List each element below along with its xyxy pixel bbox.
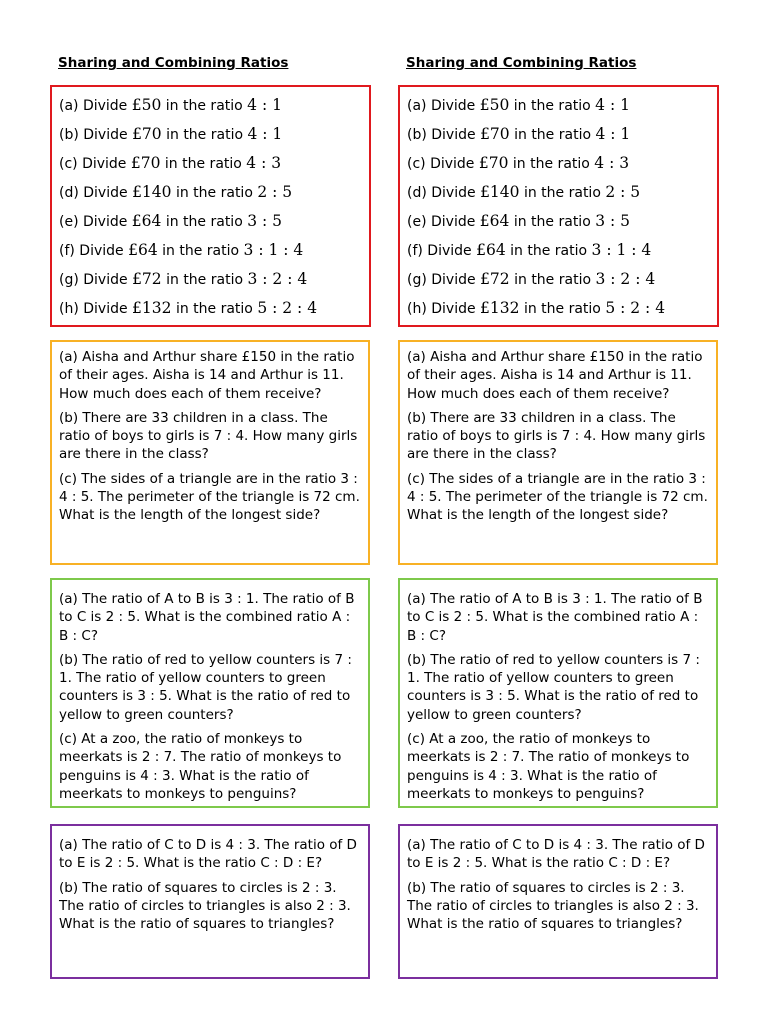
combining-problems-box bbox=[398, 578, 718, 808]
combined-question: (a) The ratio of C to D is 4 : 3. The ratio of D to E is 2 : 5. What is the ratio C : D : E? bbox=[407, 837, 705, 872]
sharing-problems-box bbox=[398, 340, 718, 565]
combining-question: (b) The ratio of red to yellow counters is 7 : 1. The ratio of yellow counters to green counters is 3 : 5. What is the ratio of red to yellow to green counters? bbox=[407, 651, 700, 723]
divide-ratio-box bbox=[50, 85, 371, 327]
sharing-question: (c) The sides of a triangle are in the ratio 3 : 4 : 5. The perimeter of the triangle is 72 cm. What is the length of the longest side? bbox=[59, 470, 360, 524]
combined-question: (b) The ratio of squares to circles is 2 : 3. The ratio of circles to triangles is also 2 : 3. What is the ratio of squares to triangles? bbox=[59, 879, 351, 933]
divide-ratio-box bbox=[398, 85, 719, 327]
sharing-question: (b) There are 33 children in a class. The ratio of boys to girls is 7 : 4. How many girls are there in the class? bbox=[407, 409, 706, 463]
combining-question: (a) The ratio of A to B is 3 : 1. The ratio of B to C is 2 : 5. What is the combined ratio A : B : C? bbox=[407, 591, 703, 644]
worksheet-title: Sharing and Combining Ratios bbox=[406, 55, 637, 71]
sharing-question: (a) Aisha and Arthur share £150 in the ratio of their ages. Aisha is 14 and Arthur is 11. How much does each of them receive? bbox=[407, 349, 703, 402]
combining-question: (b) The ratio of red to yellow counters is 7 : 1. The ratio of yellow counters to green counters is 3 : 5. What is the ratio of red to yellow to green counters? bbox=[59, 651, 352, 723]
ratio-question: (b) Divide £70 in the ratio 4 : 1 bbox=[59, 125, 283, 143]
ratio-question: (c) Divide £70 in the ratio 4 : 3 bbox=[407, 154, 630, 172]
ratio-question: (f) Divide £64 in the ratio 3 : 1 : 4 bbox=[407, 241, 652, 259]
ratio-question: (e) Divide £64 in the ratio 3 : 5 bbox=[59, 212, 283, 230]
combining-problems-box bbox=[50, 578, 370, 808]
ratio-question: (h) Divide £132 in the ratio 5 : 2 : 4 bbox=[407, 299, 666, 317]
ratio-question: (a) Divide £50 in the ratio 4 : 1 bbox=[59, 96, 282, 114]
ratio-question: (h) Divide £132 in the ratio 5 : 2 : 4 bbox=[59, 299, 318, 317]
ratio-question: (a) Divide £50 in the ratio 4 : 1 bbox=[407, 96, 630, 114]
ratio-question: (d) Divide £140 in the ratio 2 : 5 bbox=[59, 183, 293, 201]
combined-ratio-box bbox=[50, 824, 370, 979]
ratio-question: (e) Divide £64 in the ratio 3 : 5 bbox=[407, 212, 631, 230]
ratio-question: (b) Divide £70 in the ratio 4 : 1 bbox=[407, 125, 631, 143]
ratio-question: (g) Divide £72 in the ratio 3 : 2 : 4 bbox=[59, 270, 308, 288]
sharing-problems-box bbox=[50, 340, 370, 565]
ratio-question: (d) Divide £140 in the ratio 2 : 5 bbox=[407, 183, 641, 201]
worksheet-title: Sharing and Combining Ratios bbox=[58, 55, 289, 71]
sharing-question: (b) There are 33 children in a class. The ratio of boys to girls is 7 : 4. How many girls are there in the class? bbox=[59, 409, 358, 463]
ratio-question: (c) Divide £70 in the ratio 4 : 3 bbox=[59, 154, 282, 172]
combining-question: (c) At a zoo, the ratio of monkeys to meerkats is 2 : 7. The ratio of monkeys to penguins is 4 : 3. What is the ratio of meerkats to monkeys to penguins? bbox=[59, 731, 342, 802]
sharing-question: (a) Aisha and Arthur share £150 in the ratio of their ages. Aisha is 14 and Arthur is 11. How much does each of them receive? bbox=[59, 349, 355, 402]
ratio-question: (g) Divide £72 in the ratio 3 : 2 : 4 bbox=[407, 270, 656, 288]
sharing-question: (c) The sides of a triangle are in the ratio 3 : 4 : 5. The perimeter of the triangle is 72 cm. What is the length of the longest side? bbox=[407, 470, 708, 524]
combining-question: (a) The ratio of A to B is 3 : 1. The ratio of B to C is 2 : 5. What is the combined ratio A : B : C? bbox=[59, 591, 355, 644]
ratio-question: (f) Divide £64 in the ratio 3 : 1 : 4 bbox=[59, 241, 304, 259]
combining-question: (c) At a zoo, the ratio of monkeys to meerkats is 2 : 7. The ratio of monkeys to penguins is 4 : 3. What is the ratio of meerkats to monkeys to penguins? bbox=[407, 731, 690, 802]
combined-question: (b) The ratio of squares to circles is 2 : 3. The ratio of circles to triangles is also 2 : 3. What is the ratio of squares to triangles? bbox=[407, 879, 699, 933]
combined-ratio-box bbox=[398, 824, 718, 979]
combined-question: (a) The ratio of C to D is 4 : 3. The ratio of D to E is 2 : 5. What is the ratio C : D : E? bbox=[59, 837, 357, 872]
